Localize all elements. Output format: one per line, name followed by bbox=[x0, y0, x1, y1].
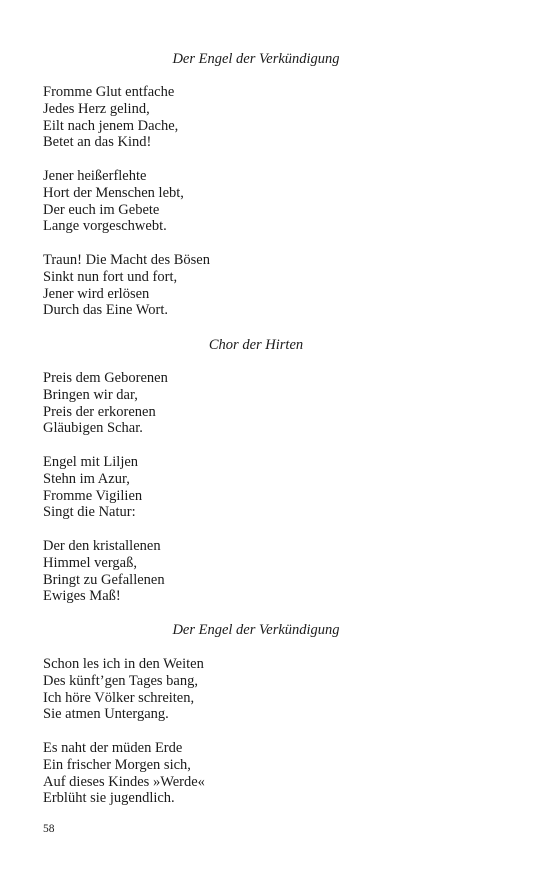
verse-line: Jener heißerflehte bbox=[43, 168, 147, 184]
stanza bbox=[43, 370, 503, 437]
verse-line: Sinkt nun fort und fort, bbox=[43, 268, 178, 285]
verse-line: Himmel vergaß, bbox=[43, 554, 137, 571]
verse-line: Durch das Eine Wort. bbox=[43, 302, 169, 319]
verse-line: Eilt nach jenem Dache, bbox=[43, 117, 179, 134]
verse-line: Der euch im Gebete bbox=[43, 201, 160, 218]
verse-line: Ein frischer Morgen sich, bbox=[43, 756, 191, 773]
section-heading: Der Engel der Verkündigung bbox=[172, 622, 340, 638]
verse-line: Jedes Herz gelind, bbox=[43, 100, 150, 117]
verse-line: Bringt zu Gefallenen bbox=[43, 571, 165, 588]
stanza bbox=[43, 454, 503, 521]
stanza bbox=[43, 740, 503, 807]
verse-line: Traun! Die Macht des Bösen bbox=[43, 252, 210, 268]
verse-line: Erblüht sie jugendlich. bbox=[43, 790, 175, 807]
verse-line: Engel mit Liljen bbox=[43, 454, 139, 470]
stanza bbox=[43, 656, 503, 723]
verse-line: Betet an das Kind! bbox=[43, 134, 152, 151]
verse-line: Lange vorgeschwebt. bbox=[43, 218, 167, 235]
page-number: 58 bbox=[43, 823, 55, 835]
stanza bbox=[43, 538, 503, 605]
section-heading: Der Engel der Verkündigung bbox=[172, 51, 340, 67]
verse-line: Fromme Vigilien bbox=[43, 487, 143, 504]
stanza bbox=[43, 168, 503, 235]
verse-line: Ich höre Völker schreiten, bbox=[43, 689, 195, 706]
verse-line: Schon les ich in den Weiten bbox=[43, 656, 204, 672]
verse-line: Preis dem Geborenen bbox=[43, 370, 168, 386]
stanza bbox=[43, 84, 503, 151]
verse-line: Gläubigen Schar. bbox=[43, 420, 143, 437]
section-heading: Chor der Hirten bbox=[208, 337, 304, 353]
verse-line: Es naht der müden Erde bbox=[43, 740, 183, 756]
stanza bbox=[43, 252, 503, 319]
verse-line: Singt die Natur: bbox=[43, 504, 136, 521]
verse-line: Auf dieses Kindes »Werde« bbox=[43, 773, 205, 790]
verse-line: Der den kristallenen bbox=[43, 538, 161, 554]
verse-line: Stehn im Azur, bbox=[43, 470, 130, 487]
verse-line: Sie atmen Untergang. bbox=[43, 706, 169, 723]
verse-line: Des künft’gen Tages bang, bbox=[43, 672, 198, 689]
verse-line: Bringen wir dar, bbox=[43, 386, 138, 403]
verse-line: Preis der erkorenen bbox=[43, 403, 156, 420]
verse-line: Ewiges Maß! bbox=[43, 588, 121, 605]
verse-line: Fromme Glut entfache bbox=[43, 84, 175, 100]
verse-line: Jener wird erlösen bbox=[43, 285, 150, 302]
verse-line: Hort der Menschen lebt, bbox=[43, 184, 184, 201]
